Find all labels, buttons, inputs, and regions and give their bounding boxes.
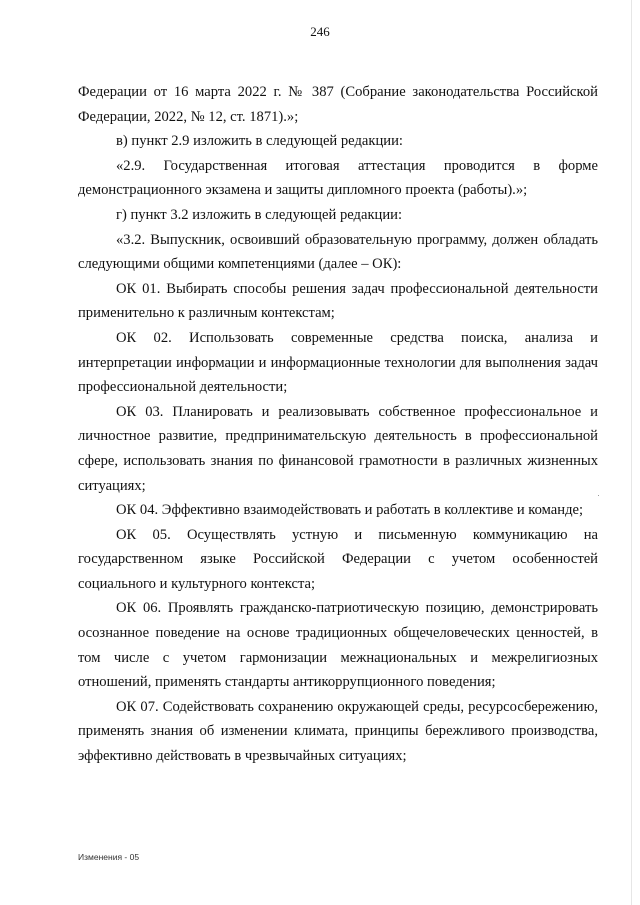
- document-body: [78, 80, 598, 769]
- competency-ok-03: ОК 03. Планировать и реализовывать собственное профессиональное и личностное развитие, предпринимательскую деятельность в профессиональной сфере, использовать знания по финансовой грамотности в различных жизненных ситуациях;: [78, 403, 598, 494]
- competency-ok-04: ОК 04. Эффективно взаимодействовать и работать в коллективе и команде;: [116, 502, 584, 519]
- competency-ok-07: ОК 07. Содействовать сохранению окружающей среды, ресурсосбережению, применять знания об изменении климата, принципы бережливого производства, эффективно действовать в чрезвычайных ситуациях;: [78, 698, 598, 765]
- paragraph-clause-2-9: «2.9. Государственная итоговая аттестация проводится в форме демонстрационного экзамена и защиты дипломного проекта (работы).»;: [78, 157, 598, 199]
- paragraph-item-g: г) пункт 3.2 изложить в следующей редакции:: [116, 206, 403, 223]
- competency-ok-01: ОК 01. Выбирать способы решения задач профессиональной деятельности применительно к различным контекстам;: [78, 280, 598, 322]
- scan-speck: [598, 495, 599, 496]
- paragraph-continuation: Федерации от 16 марта 2022 г. № 387 (Собрание законодательства Российской Федерации, 2022, № 12, ст. 1871).»;: [78, 84, 598, 125]
- competency-ok-06: ОК 06. Проявлять гражданско-патриотическую позицию, демонстрировать осознанное поведение на основе традиционных общечеловеческих ценностей, в том числе с учетом гармонизации межнациональных и межрелигиозных отношений, применять стандарты антикоррупционного поведения;: [78, 600, 598, 691]
- scan-edge-line: [631, 0, 632, 905]
- page-number: 246: [310, 24, 330, 39]
- paragraph-item-v: в) пункт 2.9 изложить в следующей редакции:: [116, 133, 403, 150]
- competency-ok-05: ОК 05. Осуществлять устную и письменную коммуникацию на государственном языке Российской Федерации с учетом особенностей социального и культурного контекста;: [78, 526, 598, 592]
- paragraph-clause-3-2: «3.2. Выпускник, освоивший образовательную программу, должен обладать следующими общими компетенциями (далее – ОК):: [78, 231, 598, 273]
- competency-ok-02: ОК 02. Использовать современные средства поиска, анализа и интерпретации информации и информационные технологии для выполнения задач профессиональной деятельности;: [78, 329, 598, 396]
- footer-revision-note: Изменения - 05: [78, 852, 140, 862]
